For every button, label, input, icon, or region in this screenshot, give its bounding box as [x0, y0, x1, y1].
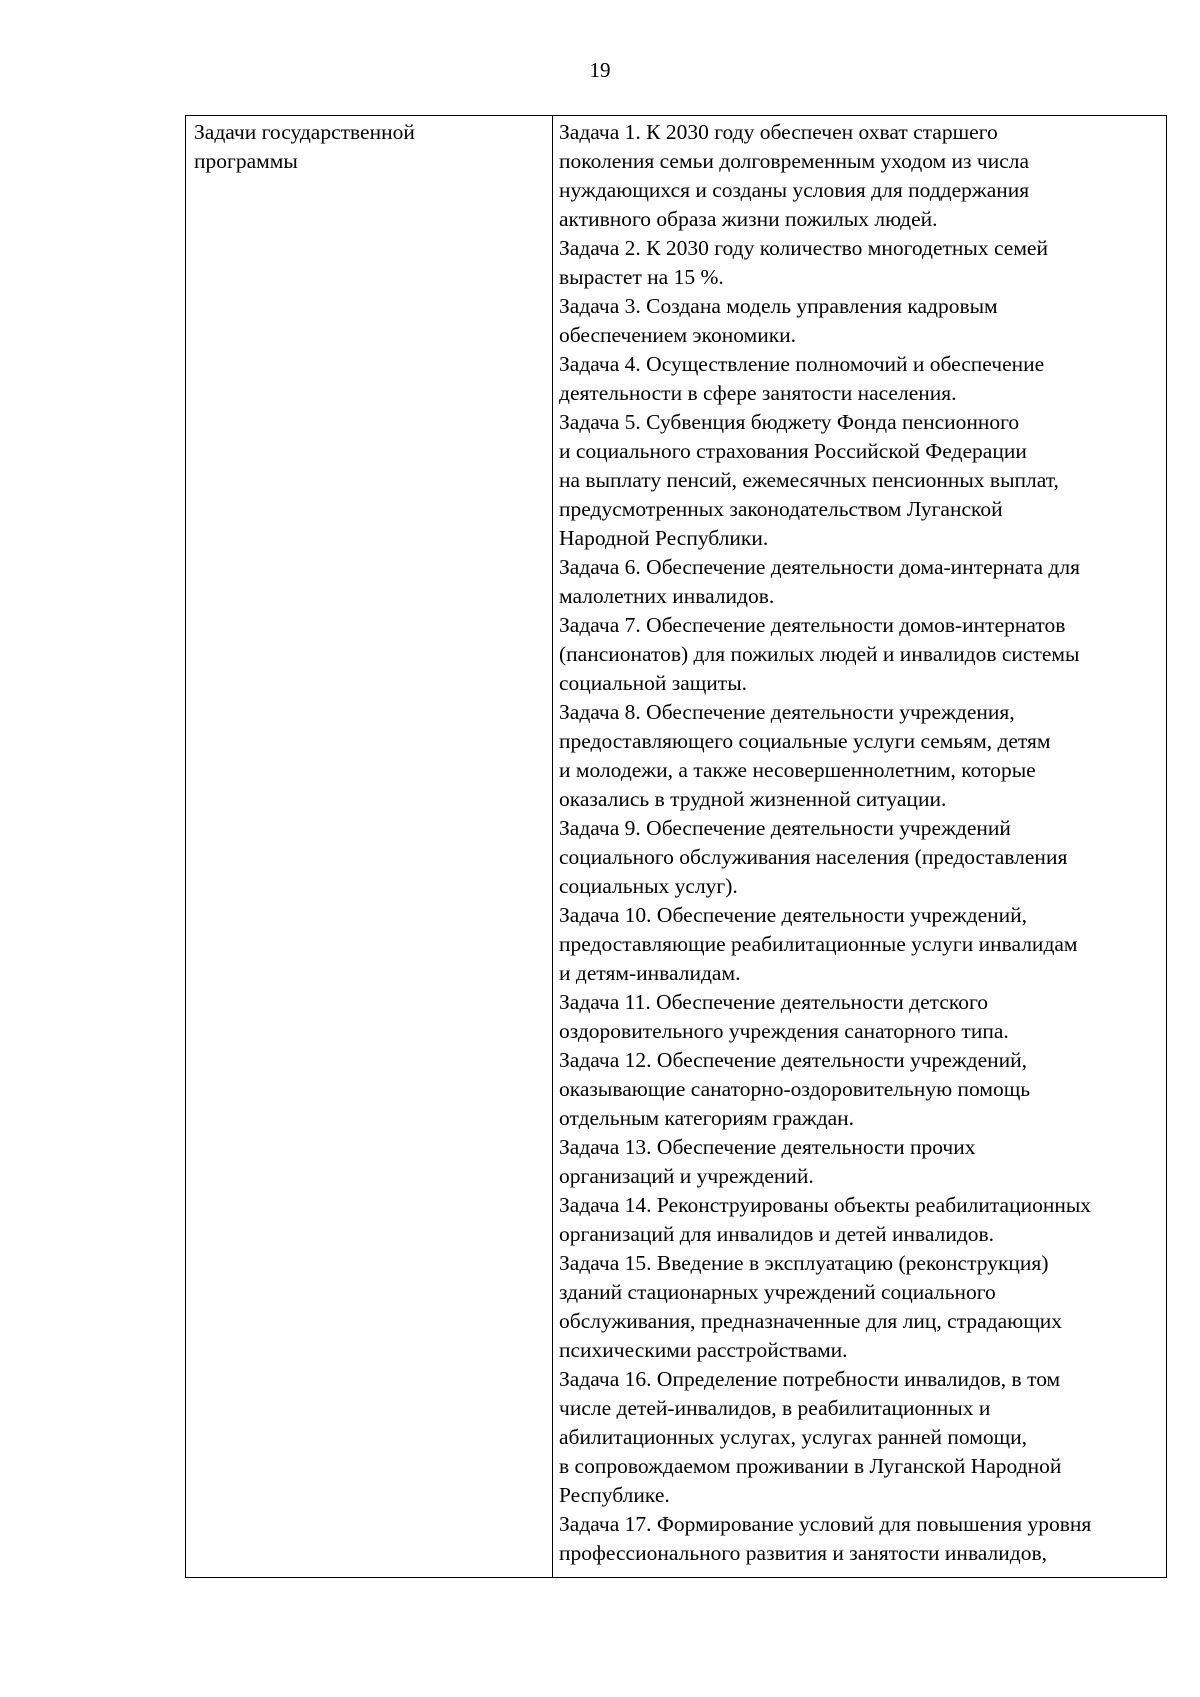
task-line: социального обслуживания населения (предоставления [559, 845, 1068, 869]
task-line: Республике. [559, 1483, 670, 1507]
task-line: Задача 15. Введение в эксплуатацию (реконструкция) [559, 1251, 1049, 1275]
task-line: зданий стационарных учреждений социального [559, 1280, 996, 1304]
task-line: социальных услуг). [559, 874, 738, 898]
task-line: Задача 12. Обеспечение деятельности учреждений, [559, 1048, 1028, 1072]
program-tasks-table [185, 115, 1167, 1578]
task-line: Задача 11. Обеспечение деятельности детского [559, 990, 988, 1014]
task-line: отдельным категориям граждан. [559, 1106, 855, 1130]
task-line: Задача 4. Осуществление полномочий и обеспечение [559, 352, 1045, 376]
task-line: профессионального развития и занятости инвалидов, [559, 1541, 1047, 1565]
task-line: и детям-инвалидам. [559, 961, 741, 985]
task-line: поколения семьи долговременным уходом из числа [559, 149, 1030, 173]
task-line: малолетних инвалидов. [559, 584, 775, 608]
task-line: числе детей-инвалидов, в реабилитационных и [559, 1396, 991, 1420]
task-line: организаций для инвалидов и детей инвалидов. [559, 1222, 995, 1246]
tasks-cell [553, 116, 1167, 1578]
task-line: Задача 1. К 2030 году обеспечен охват старшего [559, 120, 998, 144]
task-line: Задача 3. Создана модель управления кадровым [559, 294, 998, 318]
task-line: Задача 13. Обеспечение деятельности прочих [559, 1135, 976, 1159]
task-line: оказывающие санаторно-оздоровительную помощь [559, 1077, 1031, 1101]
task-line: Народной Республики. [559, 526, 769, 550]
task-line: Задача 16. Определение потребности инвалидов, в том [559, 1367, 1061, 1391]
task-line: (пансионатов) для пожилых людей и инвалидов системы [559, 642, 1080, 666]
tasks-text [559, 118, 1166, 1568]
task-line: нуждающихся и созданы условия для поддержания [559, 178, 1030, 202]
task-line: предусмотренных законодательством Луганской [559, 497, 1003, 521]
row-header-text [194, 118, 546, 176]
page-number: 19 [589, 58, 611, 82]
task-line: социальной защиты. [559, 671, 748, 695]
task-line: Задача 10. Обеспечение деятельности учреждений, [559, 903, 1028, 927]
task-line: предоставляющие реабилитационные услуги инвалидам [559, 932, 1078, 956]
task-line: предоставляющего социальные услуги семьям, детям [559, 729, 1051, 753]
task-line: Задача 2. К 2030 году количество многодетных семей [559, 236, 1048, 260]
task-line: деятельности в сфере занятости населения. [559, 381, 957, 405]
task-line: и молодежи, а также несовершеннолетним, которые [559, 758, 1036, 782]
task-line: абилитационных услугах, услугах ранней помощи, [559, 1425, 1028, 1449]
task-line: психическими расстройствами. [559, 1338, 848, 1362]
task-line: на выплату пенсий, ежемесячных пенсионных выплат, [559, 468, 1059, 492]
task-line: оздоровительного учреждения санаторного типа. [559, 1019, 1009, 1043]
task-line: активного образа жизни пожилых людей. [559, 207, 938, 231]
task-line: Задача 8. Обеспечение деятельности учреждения, [559, 700, 1015, 724]
task-line: Задача 7. Обеспечение деятельности домов-интернатов [559, 613, 1066, 637]
task-line: Задача 5. Субвенция бюджету Фонда пенсионного [559, 410, 1020, 434]
task-line: и социального страхования Российской Федерации [559, 439, 1027, 463]
task-line: Задача 14. Реконструированы объекты реабилитационных [559, 1193, 1092, 1217]
row-header-line: Задачи государственной [194, 120, 415, 144]
task-line: организаций и учреждений. [559, 1164, 814, 1188]
row-header-cell [186, 116, 553, 1578]
table-row [186, 116, 1167, 1578]
row-header-line: программы [194, 149, 298, 173]
task-line: вырастет на 15 %. [559, 265, 724, 289]
task-line: Задача 6. Обеспечение деятельности дома-интерната для [559, 555, 1080, 579]
task-line: обслуживания, предназначенные для лиц, страдающих [559, 1309, 1063, 1333]
task-line: обеспечением экономики. [559, 323, 797, 347]
task-line: оказались в трудной жизненной ситуации. [559, 787, 947, 811]
task-line: Задача 9. Обеспечение деятельности учреждений [559, 816, 1011, 840]
task-line: в сопровождаемом проживании в Луганской Народной [559, 1454, 1062, 1478]
task-line: Задача 17. Формирование условий для повышения уровня [559, 1512, 1092, 1536]
